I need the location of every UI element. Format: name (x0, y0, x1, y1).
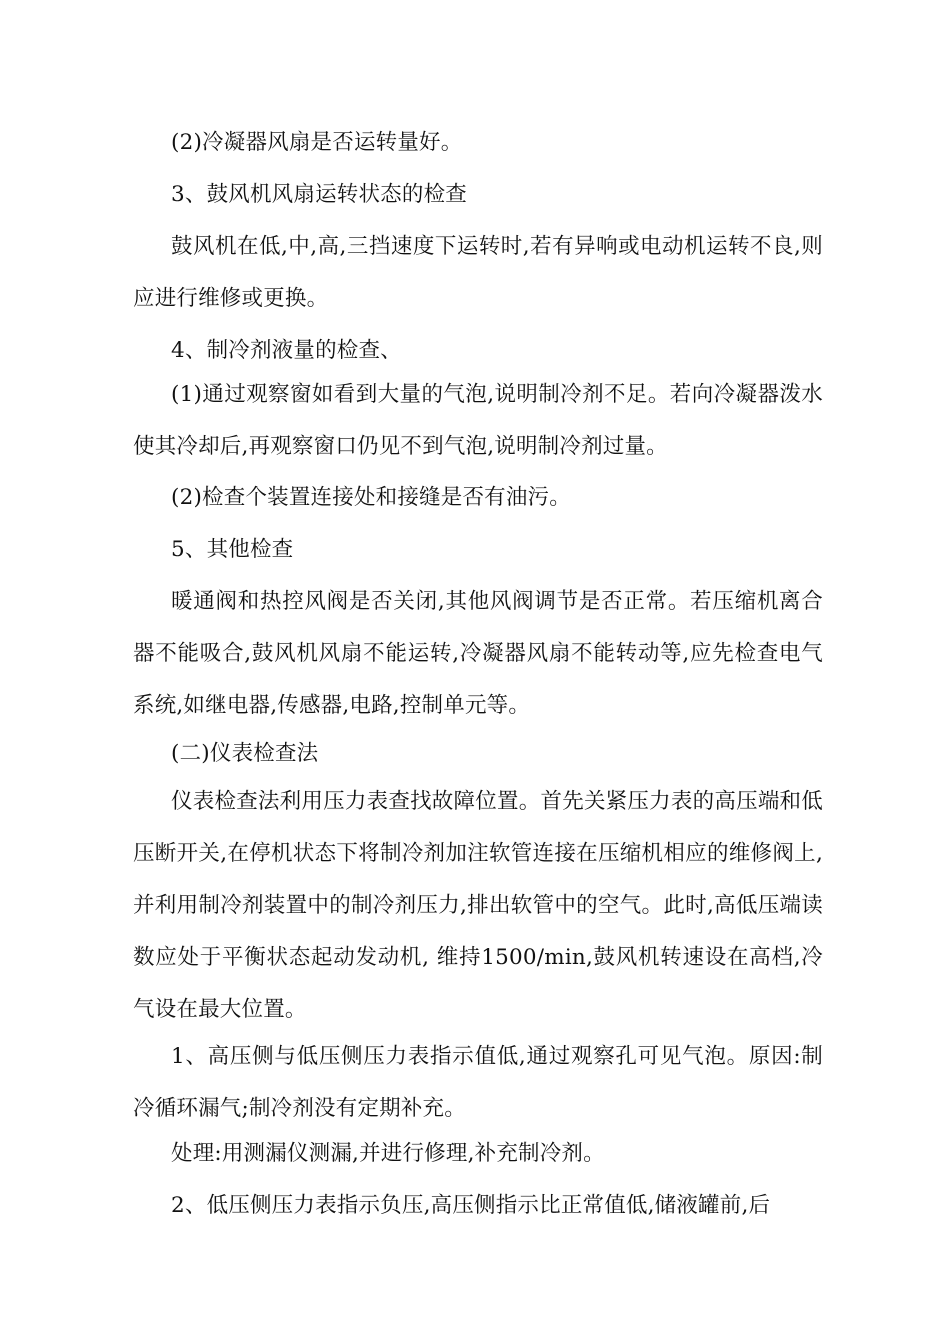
paragraph-case-1: 1、高压侧与低压侧压力表指示值低,通过观察孔可见气泡。原因:制冷循环漏气;制冷剂没有定期补充。 (133, 1044, 823, 1121)
paragraph-condenser-fan: (2)冷凝器风扇是否运转量好。 (171, 130, 463, 155)
heading-blower-fan-check: 3、鼓风机风扇运转状态的检查 (171, 182, 467, 207)
paragraph-oil-stains: (2)检查个装置连接处和接缝是否有油污。 (171, 485, 571, 510)
paragraph-valves-electrical: 暖通阀和热控风阀是否关闭,其他风阀调节是否正常。若压缩机离合器不能吸合,鼓风机风扇不能运转,冷凝器风扇不能转动等,应先检查电气系统,如继电器,传感器,电路,控制单元等。 (133, 589, 823, 718)
heading-other-checks: 5、其他检查 (171, 537, 294, 562)
heading-refrigerant-level-check: 4、制冷剂液量的检查、 (171, 338, 402, 363)
paragraph-sight-glass: (1)通过观察窗如看到大量的气泡,说明制冷剂不足。若向冷凝器泼水使其冷却后,再观察窗口仍见不到气泡,说明制冷剂过量。 (133, 382, 823, 459)
paragraph-case-1-treatment: 处理:用测漏仪测漏,并进行修理,补充制冷剂。 (171, 1141, 605, 1166)
paragraph-blower-speeds: 鼓风机在低,中,高,三挡速度下运转时,若有异响或电动机运转不良,则应进行维修或更换。 (133, 234, 823, 311)
heading-gauge-method: (二)仪表检查法 (171, 741, 319, 766)
paragraph-gauge-procedure: 仪表检查法利用压力表查找故障位置。首先关紧压力表的高压端和低压断开关,在停机状态下将制冷剂加注软管连接在压缩机相应的维修阀上,并利用制冷剂装置中的制冷剂压力,排出软管中的空气。此时,高低压端读数应处于平衡状态起动发动机, 维持1500/min,鼓风机转速设在高档,冷气设在最大位置。 (133, 789, 823, 1022)
paragraph-case-2: 2、低压侧压力表指示负压,高压侧指示比正常值低,储液罐前,后 (171, 1193, 771, 1218)
